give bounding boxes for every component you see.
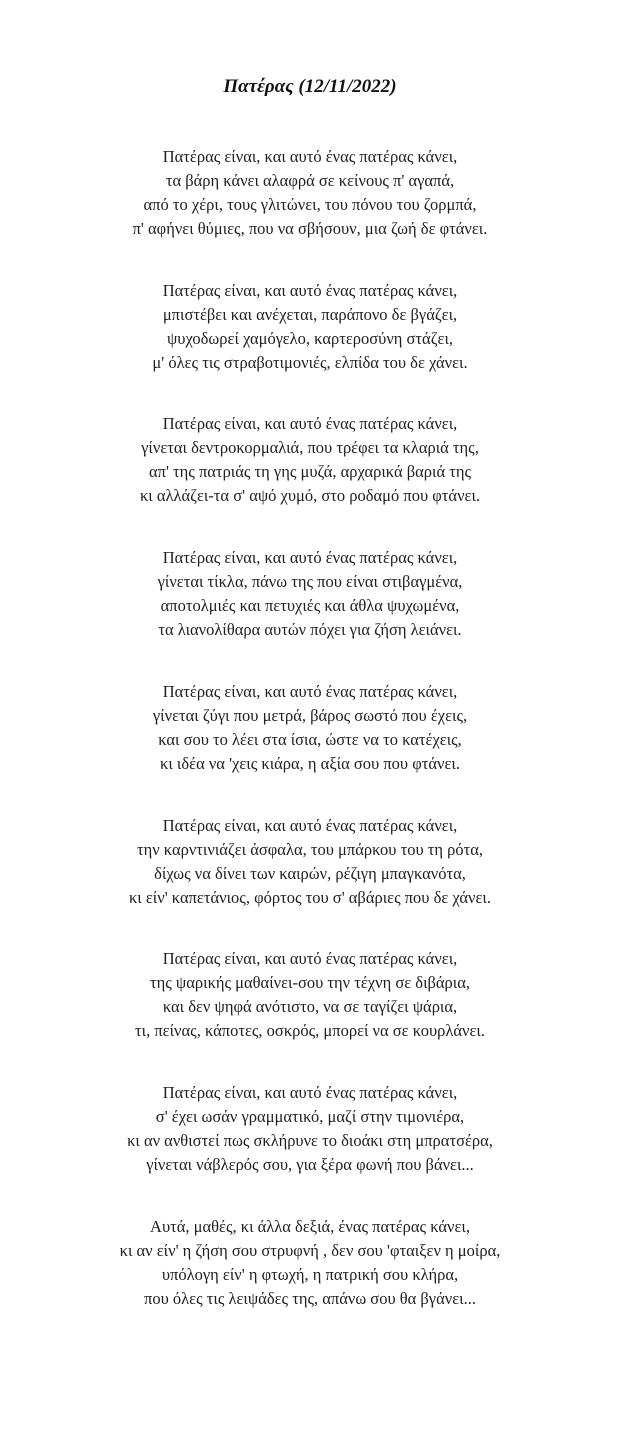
stanza-line: γίνεται δεντροκορμαλιά, που τρέφει τα κλαριά της, — [141, 438, 479, 457]
stanza-line: Πατέρας είναι, και αυτό ένας πατέρας κάνει, — [162, 281, 458, 300]
stanza-line: Πατέρας είναι, και αυτό ένας πατέρας κάνει, — [162, 548, 458, 567]
stanza-line: ψυχοδωρεί χαμόγελο, καρτεροσύνη στάζει, — [166, 329, 454, 348]
stanza-line: γίνεται νάβλερός σου, για ξέρα φωνή που βάνει... — [146, 1155, 474, 1174]
stanza-line: κι αλλάζει-τα σ' αψό χυμό, στο ροδαμό που φτάνει. — [139, 486, 481, 505]
stanza-line: Πατέρας είναι, και αυτό ένας πατέρας κάνει, — [162, 816, 458, 835]
stanza-line: την καρντινιάζει άσφαλα, του μπάρκου του τη ρότα, — [136, 840, 484, 859]
stanza-line: κι ιδέα να 'χεις κιάρα, η αξία σου που φτάνει. — [160, 754, 460, 773]
stanza-line: και σου το λέει στα ίσια, ώστε να το κατέχεις, — [158, 730, 462, 749]
stanza-line: γίνεται τίκλα, πάνω της που είναι στιβαγμένα, — [157, 572, 463, 591]
stanza-line: κι είν' καπετάνιος, φόρτος του σ' αβάριες που δε χάνει. — [128, 888, 491, 907]
stanza-line: κι αν ανθιστεί πως σκλήρυνε το διοάκι στη μπρατσέρα, — [127, 1131, 493, 1150]
stanza-line: τα βάρη κάνει αλαφρά σε κείνους π' αγαπά, — [165, 171, 455, 190]
stanza-line: μπιστέβει και ανέχεται, παράπονο δε βγάζει, — [162, 305, 458, 324]
stanza-line: αποτολμιές και πετυχιές και άθλα ψυχωμένα, — [160, 596, 460, 615]
stanza-line: δίχως να δίνει των καιρών, ρέζιγη μπαγκανότα, — [154, 864, 466, 883]
stanza-1 — [0, 145, 620, 241]
stanza-line: Πατέρας είναι, και αυτό ένας πατέρας κάνει, — [162, 414, 458, 433]
stanza-8 — [0, 1081, 620, 1177]
stanza-line: και δεν ψηφά ανότιστο, να σε ταγίζει ψάρια, — [162, 997, 458, 1016]
stanza-line: της ψαρικής μαθαίνει-σου την τέχνη σε διβάρια, — [150, 973, 470, 992]
stanza-line: από το χέρι, τους γλιτώνει, του πόνου του ζορμπά, — [143, 195, 477, 214]
stanza-line: απ' της πατριάς τη γης μυζά, αρχαρικά βαριά της — [148, 462, 472, 481]
stanza-line: π' αφήνει θύμιες, που να σβήσουν, μια ζωή δε φτάνει. — [132, 219, 488, 238]
stanza-line: κι αν είν' η ζήση σου στρυφνή , δεν σου 'φταιξεν η μοίρα, — [119, 1241, 501, 1260]
stanza-line: υπόλογη είν' η φτωχή, η πατρική σου κλήρα, — [161, 1265, 459, 1284]
stanza-5 — [0, 680, 620, 776]
stanza-7 — [0, 947, 620, 1043]
stanza-line: τι, πείνας, κάποτες, οσκρός, μπορεί να σε κουρλάνει. — [135, 1021, 485, 1040]
stanza-6 — [0, 814, 620, 910]
stanza-line: γίνεται ζύγι που μετρά, βάρος σωστό που έχεις, — [152, 706, 468, 725]
stanza-line: Πατέρας είναι, και αυτό ένας πατέρας κάνει, — [162, 949, 458, 968]
stanza-9 — [0, 1215, 620, 1311]
stanza-line: σ' έχει ωσάν γραμματικό, μαζί στην τιμονιέρα, — [155, 1107, 465, 1126]
stanza-line: Πατέρας είναι, και αυτό ένας πατέρας κάνει, — [162, 147, 458, 166]
stanza-4 — [0, 546, 620, 642]
stanza-line: Αυτά, μαθές, κι άλλα δεξιά, ένας πατέρας κάνει, — [150, 1217, 470, 1236]
stanza-line: που όλες τις λειψάδες της, απάνω σου θα βγάνει... — [144, 1289, 476, 1308]
stanza-line: τα λιανολίθαρα αυτών πόχει για ζήση λειάνει. — [158, 620, 462, 639]
stanza-line: Πατέρας είναι, και αυτό ένας πατέρας κάνει, — [162, 682, 458, 701]
stanza-line: μ' όλες τις στραβοτιμονιές, ελπίδα του δε χάνει. — [152, 353, 468, 372]
stanza-line: Πατέρας είναι, και αυτό ένας πατέρας κάνει, — [162, 1083, 458, 1102]
stanza-2 — [0, 279, 620, 375]
poem-title: Πατέρας (12/11/2022) — [223, 76, 397, 97]
stanza-3 — [0, 412, 620, 508]
